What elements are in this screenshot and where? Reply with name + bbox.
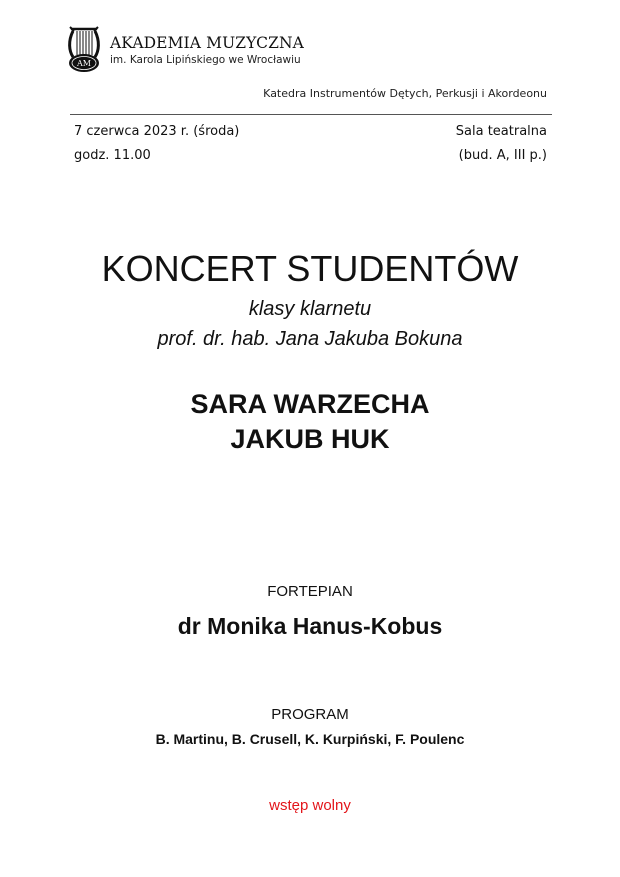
performer-2: JAKUB HUK	[230, 424, 390, 454]
program-composers: B. Martinu, B. Crusell, K. Kurpiński, F. Poulenc	[155, 731, 465, 747]
department-name: Katedra Instrumentów Dętych, Perkusji i Akordeonu	[263, 87, 547, 100]
admission-note: wstęp wolny	[269, 797, 351, 814]
professor-line: prof. dr. hab. Jana Jakuba Bokuna	[157, 328, 463, 350]
concert-title: KONCERT STUDENTÓW	[101, 248, 519, 289]
event-venue: Sala teatralna	[455, 124, 547, 139]
lyre-logo-icon	[66, 25, 102, 73]
event-date: 7 czerwca 2023 r. (środa)	[74, 124, 240, 139]
institution-name: AKADEMIA MUZYCZNA	[110, 34, 304, 52]
header-divider	[70, 114, 552, 115]
program-label: PROGRAM	[271, 706, 349, 723]
event-venue-location: (bud. A, III p.)	[458, 148, 547, 163]
event-time: godz. 11.00	[74, 148, 151, 163]
piano-label: FORTEPIAN	[267, 583, 353, 600]
pianist-name: dr Monika Hanus-Kobus	[177, 613, 443, 639]
performer-1: SARA WARZECHA	[190, 389, 430, 419]
institution-subtitle: im. Karola Lipińskiego we Wrocławiu	[110, 54, 301, 66]
class-line: klasy klarnetu	[248, 298, 372, 320]
svg-text:AM: AM	[77, 59, 91, 68]
